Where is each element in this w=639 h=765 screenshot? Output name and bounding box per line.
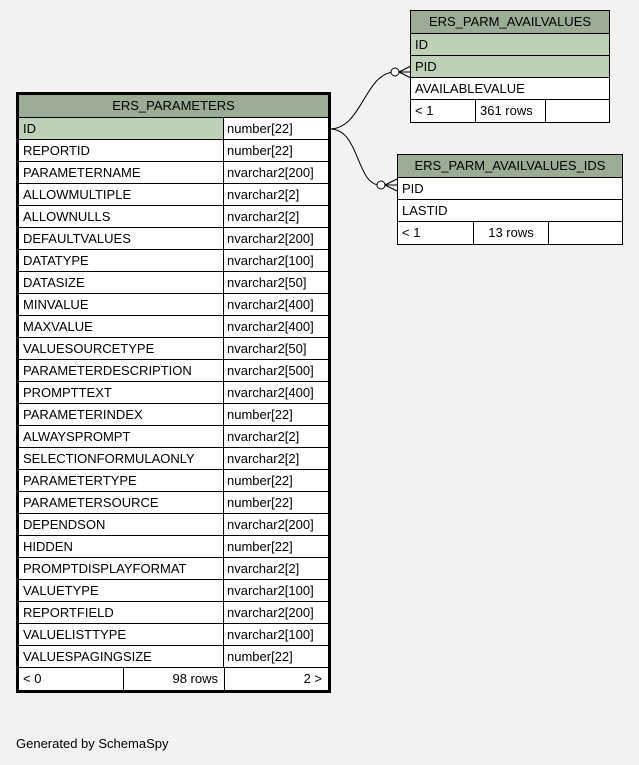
table-title[interactable]: ERS_PARM_AVAILVALUES_IDS xyxy=(398,155,622,178)
generated-by-label: Generated by SchemaSpy xyxy=(16,736,169,751)
column-type: number[22] xyxy=(227,473,293,488)
column-name: PARAMETERTYPE xyxy=(19,470,224,491)
column-type: number[22] xyxy=(227,649,293,664)
column-name: VALUESOURCETYPE xyxy=(19,338,224,359)
edge-end-circle xyxy=(377,181,385,189)
column-type: nvarchar2[500] xyxy=(227,363,314,378)
row-count: 13 rows xyxy=(474,222,549,244)
column-row[interactable] xyxy=(19,272,328,294)
column-type: nvarchar2[100] xyxy=(227,583,314,598)
column-name: PARAMETERINDEX xyxy=(19,404,224,425)
column-name: SELECTIONFORMULAONLY xyxy=(19,448,224,469)
column-name: AVAILABLEVALUE xyxy=(415,81,525,96)
column-row[interactable] xyxy=(398,200,622,222)
column-type: number[22] xyxy=(227,143,293,158)
column-row[interactable] xyxy=(19,228,328,250)
column-row[interactable] xyxy=(19,448,328,470)
column-row[interactable] xyxy=(19,624,328,646)
column-row[interactable] xyxy=(411,56,609,78)
column-row[interactable] xyxy=(411,34,609,56)
column-type: nvarchar2[200] xyxy=(227,231,314,246)
column-row[interactable] xyxy=(19,360,328,382)
parents-count[interactable]: < 1 xyxy=(411,100,476,122)
column-row[interactable] xyxy=(19,382,328,404)
column-row[interactable] xyxy=(398,178,622,200)
column-row[interactable] xyxy=(19,536,328,558)
column-row[interactable] xyxy=(19,184,328,206)
column-name: ID xyxy=(19,118,224,139)
column-type: nvarchar2[2] xyxy=(227,451,300,466)
edge-parameters-to-availvalues xyxy=(330,72,395,129)
column-row[interactable] xyxy=(19,602,328,624)
column-name: VALUETYPE xyxy=(19,580,224,601)
column-name: DATASIZE xyxy=(19,272,224,293)
table-ers-parm-availvalues-ids[interactable] xyxy=(397,154,623,245)
column-name: DATATYPE xyxy=(19,250,224,271)
column-row[interactable] xyxy=(19,514,328,536)
column-type: nvarchar2[2] xyxy=(227,187,300,202)
table-ers-parm-availvalues[interactable] xyxy=(410,10,610,123)
column-name: MAXVALUE xyxy=(19,316,224,337)
table-footer xyxy=(398,222,622,244)
children-count xyxy=(546,100,609,122)
column-name: LASTID xyxy=(402,203,448,218)
column-type: number[22] xyxy=(227,539,293,554)
column-row[interactable] xyxy=(19,426,328,448)
column-name: VALUESPAGINGSIZE xyxy=(19,646,224,667)
column-name: REPORTFIELD xyxy=(19,602,224,623)
edge-end-circle xyxy=(391,68,399,76)
column-row[interactable] xyxy=(19,206,328,228)
column-type: nvarchar2[50] xyxy=(227,341,307,356)
column-type: nvarchar2[50] xyxy=(227,275,307,290)
table-footer xyxy=(411,100,609,122)
column-type: nvarchar2[200] xyxy=(227,517,314,532)
column-row[interactable] xyxy=(19,140,328,162)
table-title[interactable]: ERS_PARAMETERS xyxy=(19,95,328,118)
column-name: HIDDEN xyxy=(19,536,224,557)
column-type: nvarchar2[400] xyxy=(227,297,314,312)
parents-count[interactable]: < 0 xyxy=(19,668,124,690)
edge-parameters-to-availvalues-ids xyxy=(330,129,380,185)
column-type: number[22] xyxy=(227,407,293,422)
row-count: 361 rows xyxy=(476,100,546,122)
parents-count[interactable]: < 1 xyxy=(398,222,474,244)
column-row[interactable] xyxy=(19,470,328,492)
column-row[interactable] xyxy=(19,250,328,272)
row-count: 98 rows xyxy=(124,668,225,690)
column-row[interactable] xyxy=(19,294,328,316)
column-type: nvarchar2[400] xyxy=(227,385,314,400)
column-row[interactable] xyxy=(19,404,328,426)
column-row[interactable] xyxy=(19,162,328,184)
column-name: ID xyxy=(415,37,428,52)
column-row[interactable] xyxy=(411,78,609,100)
table-title[interactable]: ERS_PARM_AVAILVALUES xyxy=(411,11,609,34)
edge-crowfoot xyxy=(385,179,397,191)
column-name: PID xyxy=(415,59,437,74)
column-name: PARAMETERNAME xyxy=(19,162,224,183)
column-name: DEPENDSON xyxy=(19,514,224,535)
children-count[interactable]: 2 > xyxy=(303,671,322,686)
column-name: PARAMETERSOURCE xyxy=(19,492,224,513)
column-row[interactable] xyxy=(19,646,328,668)
table-footer xyxy=(19,668,328,690)
column-name: MINVALUE xyxy=(19,294,224,315)
column-name: ALLOWNULLS xyxy=(19,206,224,227)
column-name: PROMPTDISPLAYFORMAT xyxy=(19,558,224,579)
column-type: number[22] xyxy=(227,495,293,510)
column-name: DEFAULTVALUES xyxy=(19,228,224,249)
column-row[interactable] xyxy=(19,118,328,140)
column-row[interactable] xyxy=(19,316,328,338)
column-type: nvarchar2[200] xyxy=(227,165,314,180)
column-name: ALWAYSPROMPT xyxy=(19,426,224,447)
column-name: PARAMETERDESCRIPTION xyxy=(19,360,224,381)
column-name: PID xyxy=(402,181,424,196)
column-row[interactable] xyxy=(19,492,328,514)
column-type: nvarchar2[100] xyxy=(227,253,314,268)
column-row[interactable] xyxy=(19,338,328,360)
column-type: nvarchar2[2] xyxy=(227,429,300,444)
column-type: number[22] xyxy=(224,118,328,139)
column-type: nvarchar2[400] xyxy=(227,319,314,334)
children-count xyxy=(549,222,622,244)
column-name: VALUELISTTYPE xyxy=(19,624,224,645)
column-name: ALLOWMULTIPLE xyxy=(19,184,224,205)
column-type: nvarchar2[100] xyxy=(227,627,314,642)
column-name: REPORTID xyxy=(19,140,224,161)
column-type: nvarchar2[2] xyxy=(227,209,300,224)
column-type: nvarchar2[2] xyxy=(227,561,300,576)
column-type: nvarchar2[200] xyxy=(227,605,314,620)
column-name: PROMPTTEXT xyxy=(19,382,224,403)
column-row[interactable] xyxy=(19,558,328,580)
table-ers-parameters[interactable] xyxy=(16,92,331,693)
column-row[interactable] xyxy=(19,580,328,602)
